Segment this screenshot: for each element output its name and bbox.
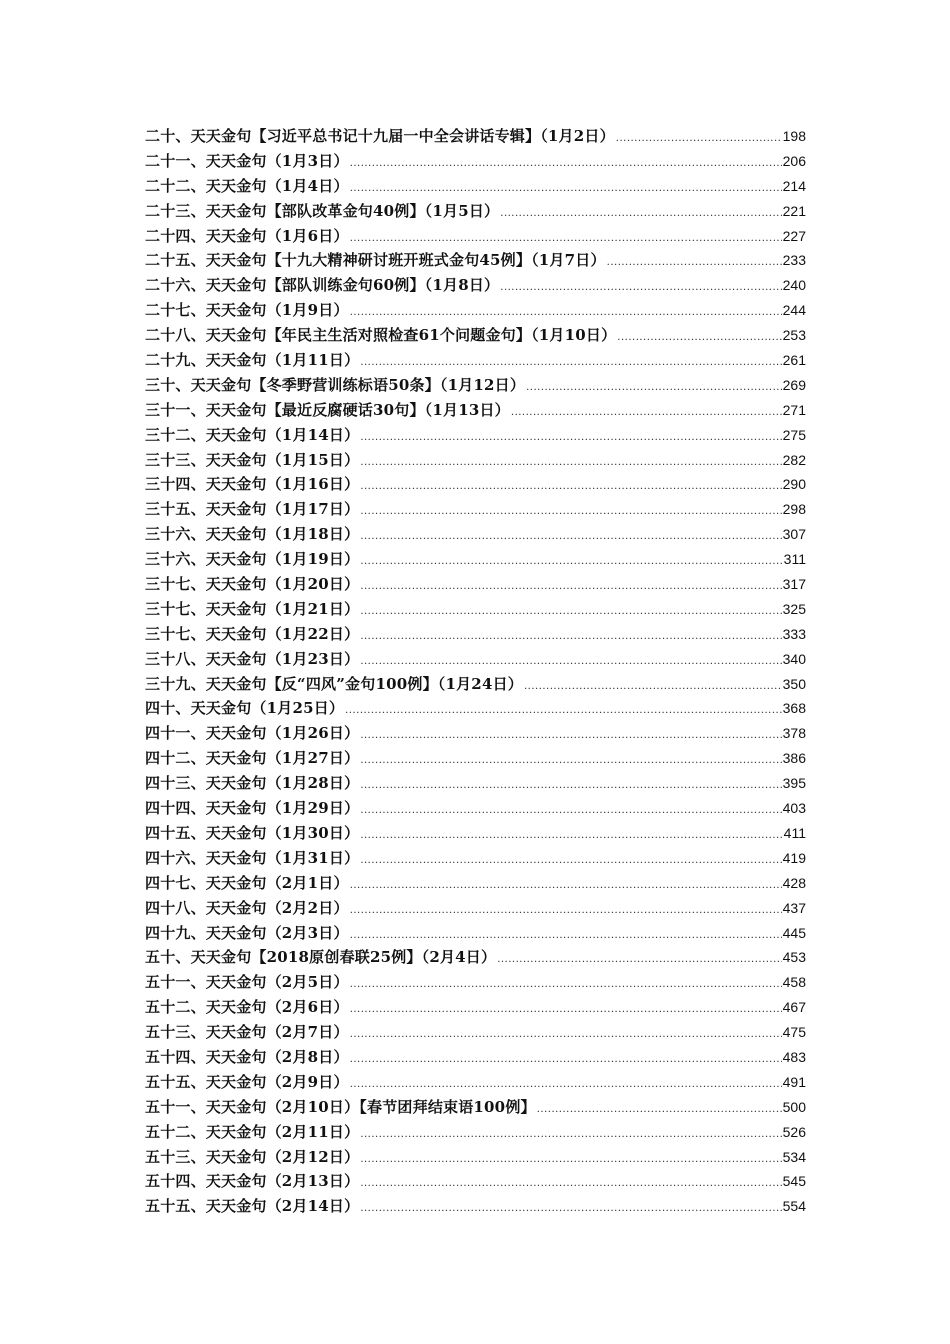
toc-entry-page-number: 467 <box>782 999 806 1016</box>
toc-entry-title: 五十四、天天金句（2月8日） <box>145 1047 349 1066</box>
table-of-contents <box>145 124 806 1219</box>
toc-entry[interactable] <box>145 1070 806 1095</box>
toc-entry-title: 二十四、天天金句（1月6日） <box>145 226 349 245</box>
toc-dot-leader <box>360 1123 781 1148</box>
toc-dot-leader <box>350 1023 782 1048</box>
toc-entry-title: 二十九、天天金句（1月11日） <box>145 351 360 370</box>
toc-entry-page-number: 325 <box>782 600 806 617</box>
toc-entry[interactable] <box>145 871 806 896</box>
toc-dot-leader <box>360 724 781 749</box>
toc-entry-page-number: 534 <box>782 1148 806 1165</box>
toc-entry-page-number: 227 <box>782 227 806 244</box>
toc-entry[interactable] <box>145 248 806 273</box>
toc-entry-title: 三十六、天天金句（1月18日） <box>145 525 360 544</box>
toc-entry-title: 五十一、天天金句（2月10日）【春节团拜结束语100例】 <box>145 1097 536 1116</box>
toc-entry-title: 四十四、天天金句（1月29日） <box>145 799 360 818</box>
toc-entry[interactable] <box>145 572 806 597</box>
toc-entry[interactable] <box>145 1194 806 1219</box>
toc-entry[interactable] <box>145 373 806 398</box>
toc-dot-leader <box>360 500 781 525</box>
toc-entry-title: 五十五、天天金句（2月9日） <box>145 1072 349 1091</box>
toc-entry-page-number: 233 <box>782 252 806 269</box>
toc-entry-title: 四十三、天天金句（1月28日） <box>145 774 360 793</box>
toc-entry-title: 三十二、天天金句（1月14日） <box>145 425 360 444</box>
toc-entry-title: 二十三、天天金句【部队改革金句40例】（1月5日） <box>145 201 500 220</box>
toc-entry[interactable] <box>145 472 806 497</box>
toc-entry-page-number: 526 <box>782 1123 806 1140</box>
toc-entry-page-number: 214 <box>782 177 806 194</box>
toc-entry[interactable] <box>145 298 806 323</box>
toc-entry[interactable] <box>145 199 806 224</box>
toc-entry-title: 二十五、天天金句【十九大精神研讨班开班式金句45例】（1月7日） <box>145 251 606 270</box>
toc-dot-leader <box>360 625 781 650</box>
toc-entry-title: 五十三、天天金句（2月7日） <box>145 1023 349 1042</box>
toc-entry-title: 三十六、天天金句（1月19日） <box>145 550 360 569</box>
toc-dot-leader <box>616 127 782 152</box>
toc-dot-leader <box>360 1148 781 1173</box>
toc-dot-leader <box>511 401 782 426</box>
toc-entry-title: 三十、天天金句【冬季野营训练标语50条】（1月12日） <box>145 375 526 394</box>
toc-entry-page-number: 395 <box>782 775 806 792</box>
toc-entry-page-number: 453 <box>782 949 806 966</box>
toc-entry-page-number: 282 <box>782 451 806 468</box>
toc-entry-page-number: 458 <box>782 974 806 991</box>
toc-dot-leader <box>537 1098 782 1123</box>
toc-entry-page-number: 271 <box>782 401 806 418</box>
toc-entry-page-number: 290 <box>782 476 806 493</box>
toc-entry[interactable] <box>145 622 806 647</box>
toc-dot-leader <box>607 251 782 276</box>
toc-entry[interactable] <box>145 746 806 771</box>
toc-entry-title: 三十七、天天金句（1月20日） <box>145 575 360 594</box>
toc-dot-leader <box>360 451 781 476</box>
toc-entry-page-number: 445 <box>782 924 806 941</box>
toc-entry-page-number: 475 <box>782 1024 806 1041</box>
toc-entry-page-number: 378 <box>782 725 806 742</box>
toc-entry[interactable] <box>145 945 806 970</box>
toc-entry[interactable] <box>145 1020 806 1045</box>
toc-dot-leader <box>500 202 781 227</box>
toc-entry[interactable] <box>145 1095 806 1120</box>
toc-dot-leader <box>526 376 782 401</box>
toc-entry[interactable] <box>145 124 806 149</box>
toc-entry-title: 四十五、天天金句（1月30日） <box>145 823 360 842</box>
toc-entry-title: 五十一、天天金句（2月5日） <box>145 973 349 992</box>
toc-dot-leader <box>360 600 781 625</box>
toc-entry-title: 三十三、天天金句（1月15日） <box>145 450 360 469</box>
toc-entry-title: 二十一、天天金句（1月3日） <box>145 151 349 170</box>
toc-entry[interactable] <box>145 597 806 622</box>
toc-entry[interactable] <box>145 796 806 821</box>
toc-entry-title: 三十七、天天金句（1月22日） <box>145 624 360 643</box>
toc-entry-page-number: 221 <box>782 202 806 219</box>
toc-dot-leader <box>360 749 781 774</box>
toc-entry-title: 二十七、天天金句（1月9日） <box>145 301 349 320</box>
toc-entry-title: 二十、天天金句【习近平总书记十九届一中全会讲话专辑】（1月2日） <box>145 127 615 145</box>
toc-entry[interactable] <box>145 448 806 473</box>
toc-entry-title: 五十三、天天金句（2月12日） <box>145 1147 360 1166</box>
toc-dot-leader <box>360 1197 781 1222</box>
toc-dot-leader <box>350 152 782 177</box>
toc-dot-leader <box>524 675 782 700</box>
toc-dot-leader <box>360 550 782 575</box>
toc-entry-page-number: 317 <box>782 576 806 593</box>
toc-entry[interactable] <box>145 821 806 846</box>
toc-entry[interactable] <box>145 1120 806 1145</box>
toc-entry-title: 二十八、天天金句【年民主生活对照检查61个问题金句】（1月10日） <box>145 326 617 345</box>
toc-dot-leader <box>360 774 781 799</box>
toc-entry-page-number: 350 <box>782 675 806 692</box>
toc-entry[interactable] <box>145 846 806 871</box>
toc-dot-leader <box>350 973 782 998</box>
toc-entry-page-number: 244 <box>782 302 806 319</box>
toc-entry-title: 四十八、天天金句（2月2日） <box>145 898 349 917</box>
toc-entry-title: 三十四、天天金句（1月16日） <box>145 475 360 494</box>
toc-entry-title: 四十二、天天金句（1月27日） <box>145 749 360 768</box>
toc-entry[interactable] <box>145 348 806 373</box>
toc-entry[interactable] <box>145 771 806 796</box>
toc-entry[interactable] <box>145 174 806 199</box>
toc-entry[interactable] <box>145 273 806 298</box>
toc-entry-title: 四十、天天金句（1月25日） <box>145 699 345 718</box>
toc-entry-page-number: 333 <box>782 625 806 642</box>
toc-entry-page-number: 403 <box>782 800 806 817</box>
toc-entry[interactable] <box>145 995 806 1020</box>
toc-entry-title: 四十六、天天金句（1月31日） <box>145 848 360 867</box>
toc-dot-leader <box>360 824 782 849</box>
toc-entry-page-number: 483 <box>782 1048 806 1065</box>
toc-entry-title: 三十五、天天金句（1月17日） <box>145 500 360 519</box>
toc-entry[interactable] <box>145 522 806 547</box>
toc-entry-page-number: 261 <box>782 352 806 369</box>
toc-entry-page-number: 554 <box>782 1198 806 1215</box>
toc-entry-title: 四十九、天天金句（2月3日） <box>145 923 349 942</box>
toc-entry-page-number: 411 <box>783 824 806 841</box>
toc-entry-page-number: 428 <box>782 874 806 891</box>
toc-entry[interactable] <box>145 921 806 946</box>
toc-entry-title: 五十五、天天金句（2月14日） <box>145 1197 360 1216</box>
toc-entry[interactable] <box>145 1169 806 1194</box>
toc-dot-leader <box>360 426 781 451</box>
toc-entry-title: 五十四、天天金句（2月13日） <box>145 1172 360 1191</box>
toc-entry-page-number: 269 <box>782 376 806 393</box>
toc-entry-title: 四十一、天天金句（1月26日） <box>145 724 360 743</box>
toc-entry-page-number: 500 <box>782 1098 806 1115</box>
toc-entry[interactable] <box>145 547 806 572</box>
toc-dot-leader <box>497 948 781 973</box>
toc-entry[interactable] <box>145 1045 806 1070</box>
toc-entry[interactable] <box>145 149 806 174</box>
toc-entry-title: 三十八、天天金句（1月23日） <box>145 649 360 668</box>
toc-dot-leader <box>350 998 782 1023</box>
toc-entry-page-number: 240 <box>782 277 806 294</box>
toc-entry-page-number: 198 <box>782 128 806 144</box>
toc-dot-leader <box>360 525 781 550</box>
toc-dot-leader <box>360 1172 781 1197</box>
toc-entry[interactable] <box>145 1145 806 1170</box>
toc-entry-page-number: 253 <box>782 327 806 344</box>
toc-entry-page-number: 307 <box>782 526 806 543</box>
toc-dot-leader <box>360 575 781 600</box>
toc-entry-page-number: 298 <box>782 501 806 518</box>
toc-entry[interactable] <box>145 647 806 672</box>
toc-dot-leader <box>617 326 781 351</box>
toc-entry[interactable] <box>145 224 806 249</box>
toc-entry-title: 三十七、天天金句（1月21日） <box>145 599 360 618</box>
toc-entry-page-number: 340 <box>782 650 806 667</box>
toc-entry-page-number: 419 <box>782 849 806 866</box>
toc-entry-page-number: 545 <box>782 1173 806 1190</box>
toc-entry[interactable] <box>145 672 806 697</box>
toc-entry[interactable] <box>145 721 806 746</box>
toc-entry-title: 四十七、天天金句（2月1日） <box>145 873 349 892</box>
toc-entry-title: 二十二、天天金句（1月4日） <box>145 176 349 195</box>
toc-entry-title: 五十、天天金句【2018原创春联25例】（2月4日） <box>145 948 497 967</box>
toc-entry-title: 五十二、天天金句（2月6日） <box>145 998 349 1017</box>
toc-dot-leader <box>500 276 781 301</box>
toc-dot-leader <box>360 475 781 500</box>
toc-dot-leader <box>350 874 782 899</box>
toc-entry[interactable] <box>145 497 806 522</box>
toc-entry-page-number: 311 <box>783 551 806 568</box>
toc-entry[interactable] <box>145 423 806 448</box>
toc-dot-leader <box>350 899 782 924</box>
toc-entry-page-number: 386 <box>782 750 806 767</box>
toc-entry-page-number: 491 <box>782 1073 806 1090</box>
toc-entry[interactable] <box>145 323 806 348</box>
toc-entry-title: 三十九、天天金句【反“四风”金句100例】（1月24日） <box>145 674 523 693</box>
toc-dot-leader <box>360 849 781 874</box>
toc-entry-page-number: 206 <box>782 152 806 169</box>
toc-entry[interactable] <box>145 896 806 921</box>
toc-entry-title: 三十一、天天金句【最近反腐硬话30句】（1月13日） <box>145 400 510 419</box>
toc-entry-page-number: 368 <box>782 700 806 717</box>
toc-entry-page-number: 437 <box>782 899 806 916</box>
toc-dot-leader <box>345 699 782 724</box>
toc-entry-title: 五十二、天天金句（2月11日） <box>145 1122 360 1141</box>
toc-entry-page-number: 275 <box>782 426 806 443</box>
toc-entry-title: 二十六、天天金句【部队训练金句60例】（1月8日） <box>145 276 500 295</box>
toc-entry[interactable] <box>145 696 806 721</box>
toc-dot-leader <box>350 1048 782 1073</box>
toc-entry[interactable] <box>145 398 806 423</box>
toc-entry[interactable] <box>145 970 806 995</box>
toc-dot-leader <box>360 799 781 824</box>
